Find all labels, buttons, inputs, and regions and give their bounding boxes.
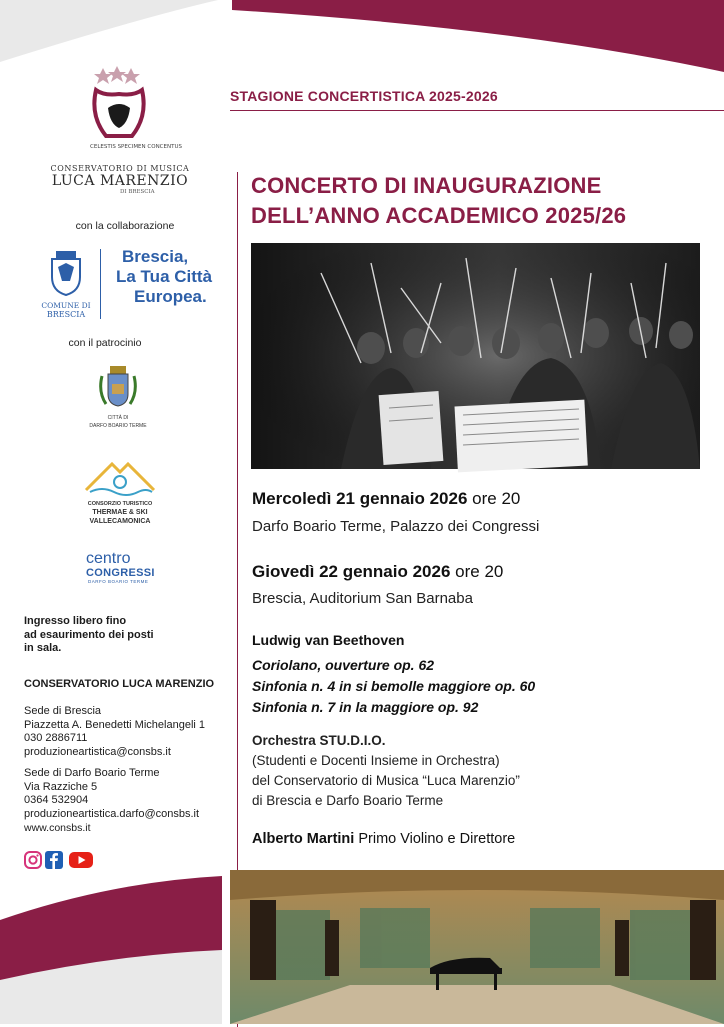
darfo-contacts bbox=[24, 767, 199, 821]
concert-title-line2: DELL’ANNO ACCADEMICO 2025/26 bbox=[251, 203, 627, 228]
brescia-slogan-line3: Europea. bbox=[134, 287, 207, 306]
consorzio-line2: THERMAE & SKI bbox=[92, 509, 148, 516]
facebook-icon[interactable] bbox=[45, 851, 63, 869]
orchestra-photo bbox=[251, 243, 700, 469]
program-work2: Sinfonia n. 4 in si bemolle maggiore op. 60 bbox=[252, 678, 536, 694]
patronage-label: con il patrocinio bbox=[68, 337, 142, 349]
motto-text: CELESTIS SPECIMEN CONCENTUS bbox=[90, 144, 182, 150]
darfo-line2: DARFO BOARIO TERME bbox=[89, 423, 147, 429]
brescia-address: Piazzetta A. Benedetti Michelangeli 1 bbox=[24, 718, 206, 731]
conductor-name: Alberto Martini bbox=[252, 831, 355, 847]
organization-name: CONSERVATORIO LUCA MARENZIO bbox=[24, 678, 215, 690]
darfo-phone: 0364 532904 bbox=[24, 794, 89, 806]
darfo-logo bbox=[88, 362, 148, 442]
event1-place: Darfo Boario Terme, Palazzo dei Congressi bbox=[252, 518, 540, 535]
darfo-email-link[interactable]: produzioneartistica.darfo@consbs.it bbox=[24, 807, 200, 820]
event2-date-bold: Giovedì 22 gennaio 2026 bbox=[252, 562, 451, 581]
entry-line1: Ingresso libero fino bbox=[24, 615, 127, 627]
mountain-sun-icon bbox=[82, 458, 158, 498]
entry-line2: ad esaurimento dei posti bbox=[24, 628, 154, 641]
program-work3: Sinfonia n. 7 in la maggiore op. 92 bbox=[252, 699, 479, 715]
brescia-slogan-line1: Brescia, bbox=[122, 247, 189, 266]
concert-title-line1: CONCERTO DI INAUGURAZIONE bbox=[251, 173, 602, 198]
brescia-slogan-line2: La Tua Città bbox=[116, 267, 213, 286]
consorzio-line1: CONSORZIO TURISTICO bbox=[87, 501, 153, 507]
auditorium-photo bbox=[230, 870, 724, 1024]
centro-line1: centro bbox=[86, 550, 131, 567]
conservatorio-line2: LUCA MARENZIO bbox=[51, 173, 189, 189]
orchestra-line4: di Brescia e Darfo Boario Terme bbox=[252, 793, 444, 808]
entry-line3: in sala. bbox=[24, 642, 62, 654]
logo-divider bbox=[100, 249, 101, 319]
entry-info bbox=[24, 615, 154, 656]
brescia-sede-label: Sede di Brescia bbox=[24, 705, 102, 717]
conservatorio-line1: CONSERVATORIO DI MUSICA bbox=[50, 164, 190, 173]
website-link[interactable]: www.consbs.it bbox=[24, 822, 91, 834]
orchestra-name: Orchestra STU.D.I.O. bbox=[252, 733, 386, 748]
brescia-contacts bbox=[24, 705, 205, 759]
collaboration-label: con la collaborazione bbox=[75, 220, 175, 232]
orchestra-line2: (Studenti e Docenti Insieme in Orchestra) bbox=[252, 753, 500, 768]
conductor-info bbox=[252, 831, 515, 847]
event2-place: Brescia, Auditorium San Barnaba bbox=[252, 590, 473, 607]
lyre-emblem-icon bbox=[86, 66, 182, 152]
event1-date-bold: Mercoledì 21 gennaio 2026 bbox=[252, 489, 468, 508]
centro-line3: DARFO BOARIO TERME bbox=[88, 579, 149, 584]
composer-name: Ludwig van Beethoven bbox=[252, 632, 405, 648]
event2-time: ore 20 bbox=[450, 562, 504, 581]
comune-line2: BRESCIA bbox=[46, 310, 86, 319]
conservatorio-line3: DI BRESCIA bbox=[120, 189, 155, 195]
instagram-icon[interactable] bbox=[24, 851, 42, 869]
brescia-email-link[interactable]: produzioneartistica@consbs.it bbox=[24, 745, 171, 758]
event2-date bbox=[252, 562, 503, 582]
youtube-icon[interactable] bbox=[69, 851, 93, 869]
orchestra-line3: del Conservatorio di Musica “Luca Marenzio” bbox=[252, 773, 520, 788]
comune-line1: COMUNE DI bbox=[41, 301, 91, 310]
event1-date bbox=[252, 489, 520, 509]
conductor-role: Primo Violino e Direttore bbox=[354, 831, 516, 847]
conservatorio-logo bbox=[50, 66, 190, 196]
program-work1: Coriolano, ouverture op. 62 bbox=[252, 657, 435, 673]
brescia-crest-icon bbox=[46, 249, 86, 297]
consorzio-line3: VALLECAMONICA bbox=[89, 518, 151, 525]
centro-congressi-logo bbox=[78, 550, 160, 586]
darfo-address: Via Razziche 5 bbox=[24, 780, 98, 793]
darfo-sede-label: Sede di Darfo Boario Terme bbox=[24, 767, 160, 779]
orchestra-info bbox=[252, 731, 520, 811]
brescia-phone: 030 2886711 bbox=[24, 732, 88, 744]
centro-line2: CONGRESSI bbox=[86, 567, 155, 579]
darfo-line1: CITTÀ DI bbox=[107, 415, 129, 421]
event1-time: ore 20 bbox=[467, 489, 521, 508]
season-label: STAGIONE CONCERTISTICA 2025-2026 bbox=[230, 88, 498, 104]
darfo-crest-icon bbox=[96, 362, 140, 412]
brescia-logos bbox=[40, 245, 220, 325]
consorzio-logo bbox=[70, 458, 170, 528]
season-divider bbox=[230, 110, 724, 111]
